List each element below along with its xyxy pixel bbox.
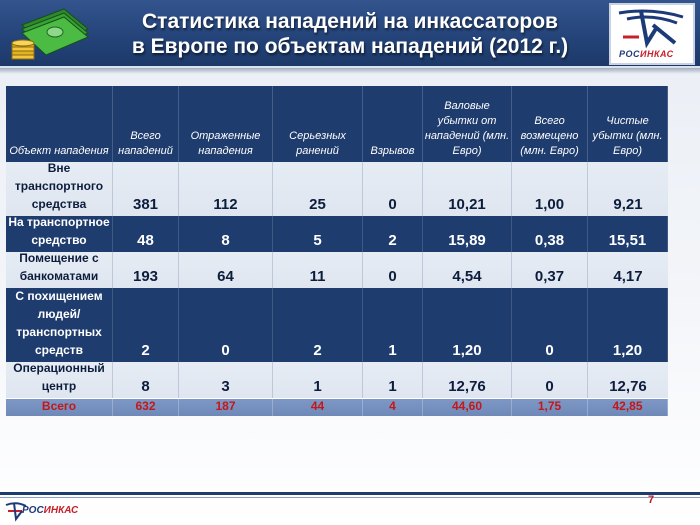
cell-explosions: 2	[363, 216, 423, 252]
cell-recovered: 0,38	[512, 216, 588, 252]
attack-statistics-table	[6, 86, 668, 416]
money-stack-icon	[8, 3, 92, 65]
cell-repelled: 0	[179, 288, 273, 362]
cell-total: 48	[113, 216, 179, 252]
column-header-object: Объект нападения	[6, 86, 113, 162]
total-label: Всего	[6, 399, 113, 416]
title-line-2: в Европе по объектам нападений (2012 г.)	[131, 35, 569, 58]
table-row	[6, 162, 668, 216]
cell-explosions: 1	[363, 362, 423, 398]
cell-injuries: 1	[273, 362, 363, 398]
cell-repelled: 112	[179, 162, 273, 216]
cell-gross-loss: 12,76	[423, 362, 512, 398]
total-gross-loss: 44,60	[423, 399, 512, 416]
table-row	[6, 288, 668, 362]
total-net-loss: 42,85	[588, 399, 668, 416]
cell-gross-loss: 1,20	[423, 288, 512, 362]
cell-gross-loss: 10,21	[423, 162, 512, 216]
row-object: С похищением людей/ транспортных средств	[6, 288, 113, 362]
cell-explosions: 0	[363, 162, 423, 216]
rosinkas-logo-icon	[613, 7, 691, 49]
cell-net-loss: 1,20	[588, 288, 668, 362]
column-header-total-attacks: Всего нападений	[113, 86, 179, 162]
cell-repelled: 8	[179, 216, 273, 252]
cell-recovered: 1,00	[512, 162, 588, 216]
total-recovered: 1,75	[512, 399, 588, 416]
total-attacks: 632	[113, 399, 179, 416]
cell-recovered: 0,37	[512, 252, 588, 288]
cell-explosions: 1	[363, 288, 423, 362]
cell-explosions: 0	[363, 252, 423, 288]
cell-injuries: 25	[273, 162, 363, 216]
cell-net-loss: 12,76	[609, 378, 647, 395]
cell-net-loss: 15,51	[588, 216, 668, 252]
footer-divider-thin	[0, 497, 700, 498]
cell-gross-loss: 4,54	[423, 252, 512, 288]
total-explosions: 4	[363, 399, 423, 416]
row-object: Вне транспортного средства	[6, 162, 113, 216]
cell-total: 381	[113, 162, 179, 216]
header-shadow	[0, 68, 700, 74]
cell-repelled: 64	[179, 252, 273, 288]
column-header-net-loss: Чистые убытки (млн. Евро)	[588, 86, 668, 162]
footer-logo-text: РОСИНКАС	[22, 505, 79, 516]
table-row	[6, 252, 668, 288]
table-header-row	[6, 86, 668, 162]
logo-text: РОСИНКАС	[619, 49, 674, 59]
footer-divider	[0, 492, 700, 495]
column-header-explosions: Взрывов	[363, 86, 423, 162]
cell-gross-loss: 15,89	[423, 216, 512, 252]
cell-recovered: 0	[512, 288, 588, 362]
cell-total: 193	[113, 252, 179, 288]
row-object: Помещение с банкоматами	[6, 252, 113, 288]
cell-injuries: 11	[273, 252, 363, 288]
cell-injuries: 5	[273, 216, 363, 252]
title-line-1: Статистика нападений на инкассаторов	[142, 10, 558, 33]
row-object: На транспортное средство	[6, 216, 113, 252]
cell-net-loss: 9,21	[613, 196, 643, 213]
cell-repelled: 3	[179, 362, 273, 398]
column-header-recovered: Всего возмещено (млн. Евро)	[512, 86, 588, 162]
cell-net-loss: 4,17	[613, 268, 643, 285]
column-header-gross-loss: Валовые убытки от нападений (млн. Евро)	[423, 86, 512, 162]
cell-injuries: 2	[273, 288, 363, 362]
page-number: 7	[648, 494, 655, 506]
cell-recovered: 0	[512, 362, 588, 398]
cell-total: 2	[113, 288, 179, 362]
total-repelled: 187	[179, 399, 273, 416]
total-injuries: 44	[273, 399, 363, 416]
table-row	[6, 216, 668, 252]
table-row	[6, 362, 668, 398]
row-object: Операционный центр	[6, 362, 113, 398]
column-header-repelled: Отраженные нападения	[179, 86, 273, 162]
company-logo	[609, 3, 695, 65]
page-title	[100, 9, 600, 59]
column-header-injuries: Серьезных ранений	[273, 86, 363, 162]
table-total-row	[6, 398, 668, 416]
cell-total: 8	[113, 362, 179, 398]
